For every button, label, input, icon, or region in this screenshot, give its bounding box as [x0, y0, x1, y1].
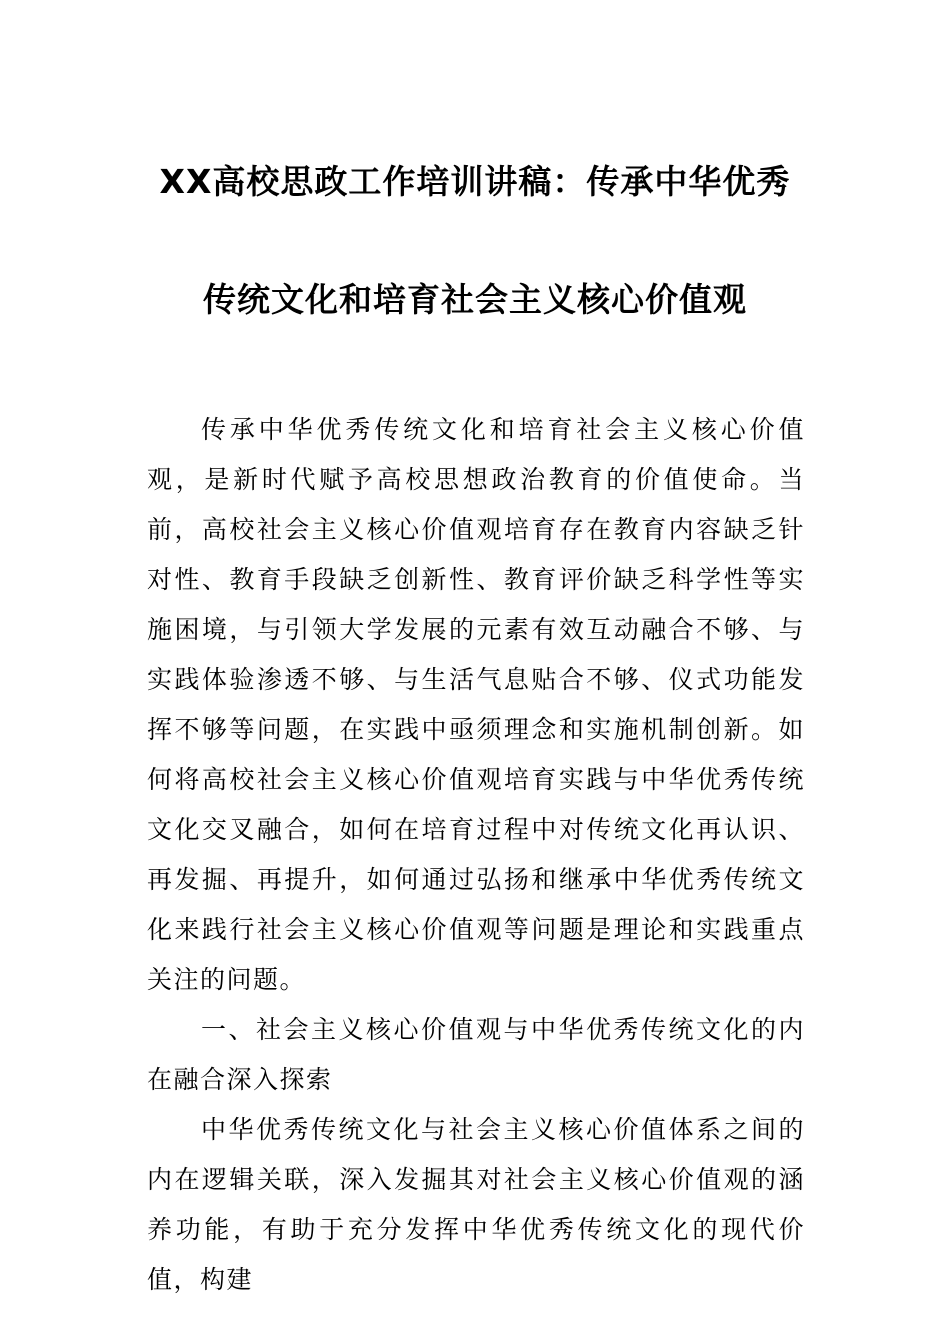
section-heading-1: 一、社会主义核心价值观与中华优秀传统文化的内在融合深入探索	[147, 1015, 805, 1094]
paragraph-section-1: 中华优秀传统文化与社会主义核心价值体系之间的内在逻辑关联，深入发掘其对社会主义核心价值观的涵养功能，有助于充分发挥中华优秀传统文化的现代价值，构建	[147, 1115, 805, 1294]
document-body	[147, 405, 805, 1305]
paragraph-intro: 传承中华优秀传统文化和培育社会主义核心价值观，是新时代赋予高校思想政治教育的价值使命。当前，高校社会主义核心价值观培育存在教育内容缺乏针对性、教育手段缺乏创新性、教育评价缺乏科学性等实施困境，与引领大学发展的元素有效互动融合不够、与实践体验渗透不够、与生活气息贴合不够、仪式功能发挥不够等问题，在实践中亟须理念和实施机制创新。如何将高校社会主义核心价值观培育实践与中华优秀传统文化交叉融合，如何在培育过程中对传统文化再认识、再发掘、再提升，如何通过弘扬和继承中华优秀传统文化来践行社会主义核心价值观等问题是理论和实践重点关注的问题。	[147, 415, 805, 994]
title-line-2: 传统文化和培育社会主义核心价值观	[203, 280, 747, 319]
title-line-1: XX高校思政工作培训讲稿：传承中华优秀	[159, 162, 791, 201]
